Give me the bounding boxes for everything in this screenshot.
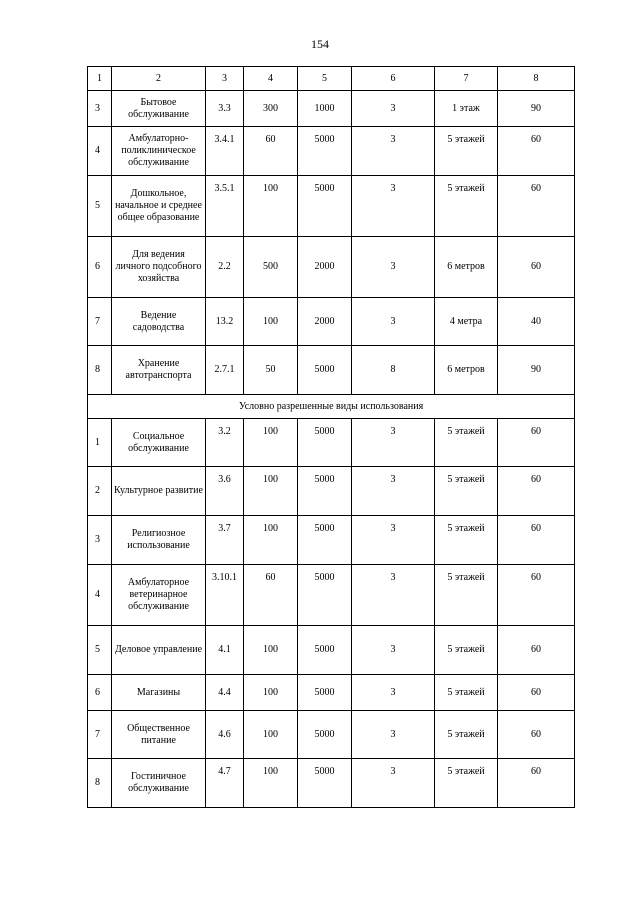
- use-name: Деловое управление: [112, 626, 206, 675]
- table-row: [88, 419, 575, 467]
- use-name: Бытовое обслуживание: [112, 91, 206, 127]
- value-cell: 60: [498, 759, 575, 808]
- use-name: Социальное обслуживание: [112, 419, 206, 467]
- table-row: [88, 759, 575, 808]
- value-cell: 6 метров: [435, 346, 498, 395]
- use-name: Для ведения личного подсобного хозяйства: [112, 237, 206, 298]
- row-number: 5: [88, 176, 112, 237]
- value-cell: 1000: [298, 91, 352, 127]
- table-row: [88, 127, 575, 176]
- value-cell: 5000: [298, 176, 352, 237]
- value-cell: 5 этажей: [435, 127, 498, 176]
- row-number: 2: [88, 467, 112, 516]
- value-cell: 60: [498, 419, 575, 467]
- value-cell: 3: [352, 516, 435, 565]
- value-cell: 5000: [298, 675, 352, 711]
- value-cell: 2000: [298, 237, 352, 298]
- use-name: Религиозное использование: [112, 516, 206, 565]
- row-number: 1: [88, 419, 112, 467]
- table-row: [88, 91, 575, 127]
- value-cell: 5000: [298, 626, 352, 675]
- use-code: 3.4.1: [206, 127, 244, 176]
- header-cell: 5: [298, 67, 352, 91]
- value-cell: 3: [352, 626, 435, 675]
- table-row: [88, 467, 575, 516]
- value-cell: 3: [352, 467, 435, 516]
- row-number: 4: [88, 127, 112, 176]
- use-code: 3.3: [206, 91, 244, 127]
- table-row: [88, 565, 575, 626]
- value-cell: 60: [498, 516, 575, 565]
- value-cell: 5 этажей: [435, 626, 498, 675]
- value-cell: 5 этажей: [435, 516, 498, 565]
- value-cell: 500: [244, 237, 298, 298]
- use-code: 4.4: [206, 675, 244, 711]
- use-name: Ведение садоводства: [112, 298, 206, 346]
- row-number: 7: [88, 711, 112, 759]
- value-cell: 60: [498, 237, 575, 298]
- value-cell: 5 этажей: [435, 176, 498, 237]
- value-cell: 8: [352, 346, 435, 395]
- value-cell: 60: [244, 127, 298, 176]
- header-cell: 3: [206, 67, 244, 91]
- value-cell: 100: [244, 675, 298, 711]
- value-cell: 5 этажей: [435, 467, 498, 516]
- value-cell: 90: [498, 91, 575, 127]
- table-row: [88, 176, 575, 237]
- table-row: [88, 711, 575, 759]
- use-code: 4.7: [206, 759, 244, 808]
- value-cell: 40: [498, 298, 575, 346]
- table-header-row: [88, 67, 575, 91]
- use-name: Амбулаторно-поликлиническое обслуживание: [112, 127, 206, 176]
- row-number: 4: [88, 565, 112, 626]
- value-cell: 5 этажей: [435, 711, 498, 759]
- value-cell: 100: [244, 419, 298, 467]
- value-cell: 5000: [298, 346, 352, 395]
- use-name: Магазины: [112, 675, 206, 711]
- value-cell: 3: [352, 127, 435, 176]
- use-name: Общественное питание: [112, 711, 206, 759]
- value-cell: 5000: [298, 467, 352, 516]
- value-cell: 3: [352, 675, 435, 711]
- value-cell: 100: [244, 176, 298, 237]
- value-cell: 5 этажей: [435, 565, 498, 626]
- value-cell: 100: [244, 298, 298, 346]
- value-cell: 100: [244, 516, 298, 565]
- value-cell: 60: [498, 467, 575, 516]
- table-row: [88, 516, 575, 565]
- use-name: Гостиничное обслуживание: [112, 759, 206, 808]
- value-cell: 300: [244, 91, 298, 127]
- use-name: Культурное развитие: [112, 467, 206, 516]
- value-cell: 5 этажей: [435, 675, 498, 711]
- row-number: 5: [88, 626, 112, 675]
- value-cell: 5 этажей: [435, 419, 498, 467]
- value-cell: 50: [244, 346, 298, 395]
- row-number: 6: [88, 237, 112, 298]
- value-cell: 4 метра: [435, 298, 498, 346]
- row-number: 7: [88, 298, 112, 346]
- section-row: [88, 395, 575, 419]
- header-cell: 1: [88, 67, 112, 91]
- value-cell: 60: [498, 176, 575, 237]
- header-cell: 7: [435, 67, 498, 91]
- use-name: Дошкольное, начальное и среднее общее образование: [112, 176, 206, 237]
- table-row: [88, 237, 575, 298]
- value-cell: 5000: [298, 419, 352, 467]
- use-code: 3.6: [206, 467, 244, 516]
- value-cell: 100: [244, 467, 298, 516]
- row-number: 3: [88, 91, 112, 127]
- value-cell: 5000: [298, 711, 352, 759]
- value-cell: 60: [244, 565, 298, 626]
- land-use-table: [87, 66, 575, 808]
- table-row: [88, 298, 575, 346]
- page-number: 154: [311, 37, 329, 51]
- row-number: 3: [88, 516, 112, 565]
- value-cell: 3: [352, 237, 435, 298]
- value-cell: 60: [498, 127, 575, 176]
- use-code: 3.5.1: [206, 176, 244, 237]
- table-row: [88, 626, 575, 675]
- value-cell: 5000: [298, 565, 352, 626]
- value-cell: 3: [352, 91, 435, 127]
- value-cell: 3: [352, 565, 435, 626]
- value-cell: 60: [498, 626, 575, 675]
- value-cell: 100: [244, 759, 298, 808]
- value-cell: 5000: [298, 759, 352, 808]
- value-cell: 2000: [298, 298, 352, 346]
- use-code: 2.2: [206, 237, 244, 298]
- header-cell: 6: [352, 67, 435, 91]
- use-name: Амбулаторное ветеринарное обслуживание: [112, 565, 206, 626]
- table-row: [88, 346, 575, 395]
- use-code: 13.2: [206, 298, 244, 346]
- value-cell: 100: [244, 711, 298, 759]
- value-cell: 5 этажей: [435, 759, 498, 808]
- use-code: 3.7: [206, 516, 244, 565]
- table-row: [88, 675, 575, 711]
- row-number: 8: [88, 759, 112, 808]
- value-cell: 3: [352, 711, 435, 759]
- value-cell: 3: [352, 759, 435, 808]
- value-cell: 1 этаж: [435, 91, 498, 127]
- use-code: 2.7.1: [206, 346, 244, 395]
- value-cell: 3: [352, 298, 435, 346]
- use-code: 4.6: [206, 711, 244, 759]
- value-cell: 90: [498, 346, 575, 395]
- section-title: Условно разрешенные виды использования: [88, 395, 575, 419]
- value-cell: 60: [498, 675, 575, 711]
- value-cell: 60: [498, 711, 575, 759]
- row-number: 8: [88, 346, 112, 395]
- value-cell: 100: [244, 626, 298, 675]
- value-cell: 3: [352, 176, 435, 237]
- use-name: Хранение автотранспорта: [112, 346, 206, 395]
- header-cell: 4: [244, 67, 298, 91]
- header-cell: 8: [498, 67, 575, 91]
- use-code: 3.10.1: [206, 565, 244, 626]
- row-number: 6: [88, 675, 112, 711]
- value-cell: 5000: [298, 516, 352, 565]
- use-code: 4.1: [206, 626, 244, 675]
- value-cell: 6 метров: [435, 237, 498, 298]
- use-code: 3.2: [206, 419, 244, 467]
- value-cell: 3: [352, 419, 435, 467]
- value-cell: 60: [498, 565, 575, 626]
- header-cell: 2: [112, 67, 206, 91]
- value-cell: 5000: [298, 127, 352, 176]
